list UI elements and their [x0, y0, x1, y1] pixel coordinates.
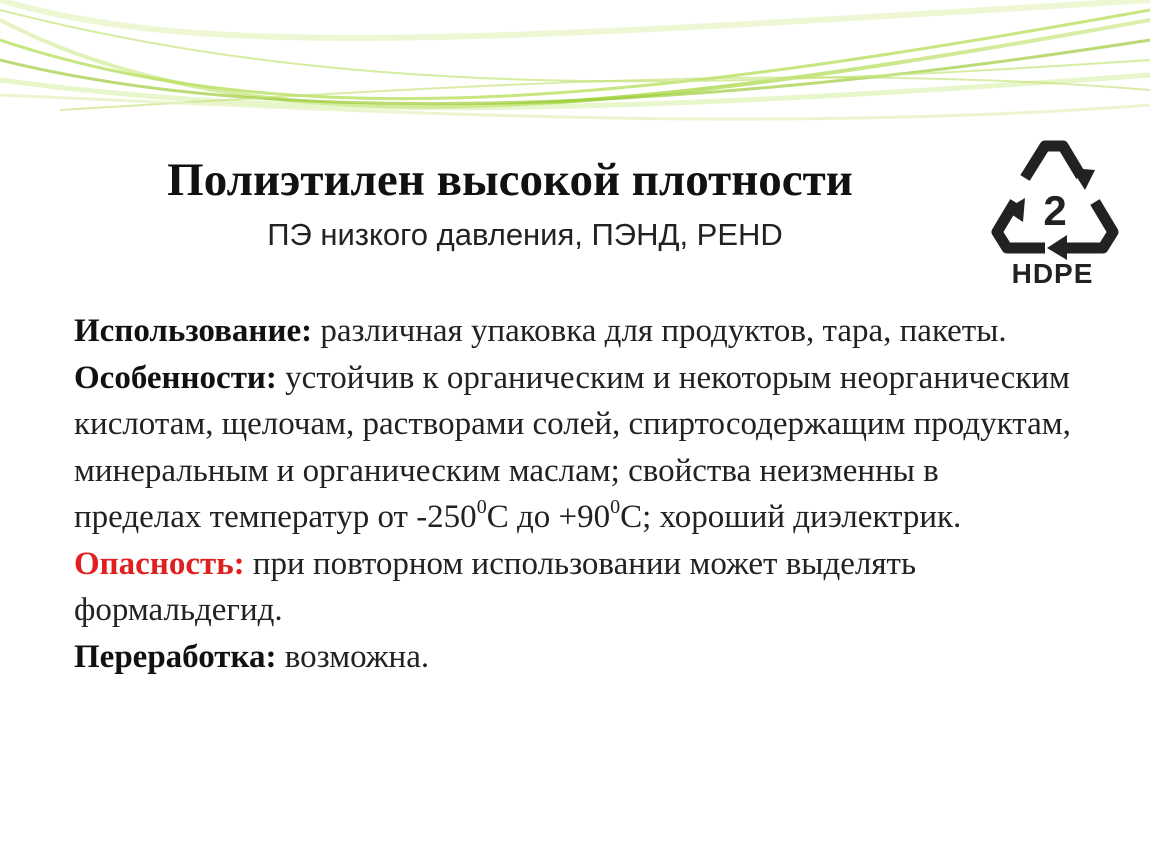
recycling-paragraph — [74, 634, 1074, 681]
page-subtitle: ПЭ низкого давления, ПЭНД, PEHD — [267, 217, 783, 252]
usage-paragraph — [74, 308, 1074, 355]
features-text-end: С; хороший диэлектрик. — [620, 499, 962, 535]
danger-paragraph — [74, 541, 1074, 634]
features-sup-2: 0 — [610, 496, 621, 518]
features-label: Особенности: — [74, 359, 277, 396]
features-text: устойчив к органическим и некоторым неорганическим кислотам, щелочам, растворами солей, спиртосодержащим продуктам, минеральным и органическим маслам; свойства неизменны в пределах температур от -250 — [74, 359, 1071, 535]
danger-label: Опасность: — [74, 545, 245, 582]
content-body — [74, 308, 1074, 680]
recycling-code: HDPE — [1011, 258, 1094, 289]
usage-label: Использование: — [74, 313, 313, 349]
features-text-mid: С до +90 — [486, 499, 611, 535]
danger-text: при повторном использовании может выделять формальдегид. — [74, 545, 917, 628]
page-title: Полиэтилен высокой плотности — [167, 154, 853, 206]
features-paragraph — [74, 355, 1074, 541]
recycling-number: 2 — [1043, 187, 1067, 234]
recycling-label: Переработка: — [74, 638, 277, 675]
features-sup-1: 0 — [476, 496, 487, 518]
usage-text: различная упаковка для продуктов, тара, пакеты. — [320, 313, 1007, 349]
decorative-wave-banner — [0, 0, 1150, 140]
recycling-text: возможна. — [284, 638, 430, 675]
